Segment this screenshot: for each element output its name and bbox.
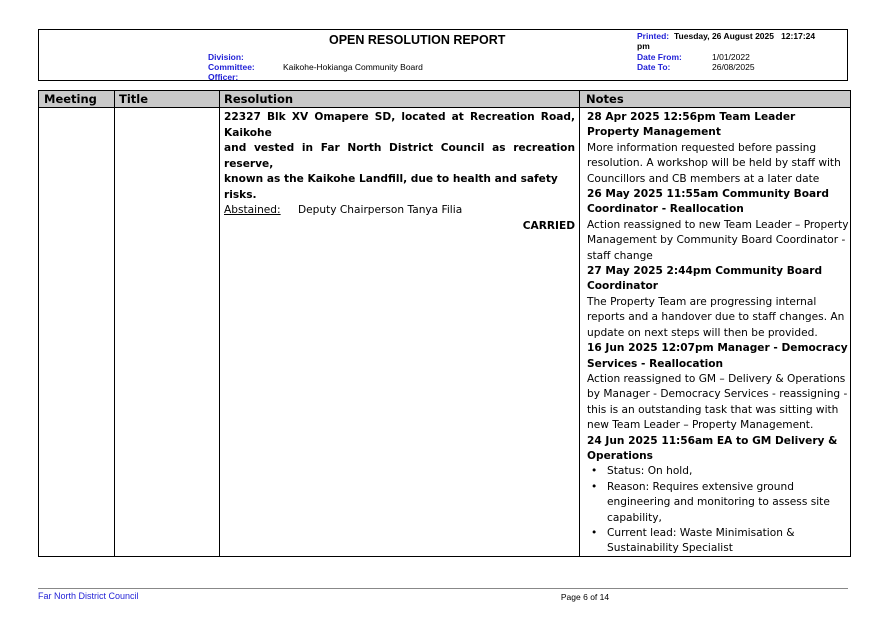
resolution-cell: [224, 110, 575, 234]
footer-organisation: Far North District Council: [38, 591, 139, 601]
abstained-value: Deputy Chairperson Tanya Filia: [298, 204, 463, 216]
resolution-line: and vested in Far North District Council as recreation reserve,: [224, 142, 575, 170]
date-from-label: Date From:: [637, 52, 682, 62]
date-from-value: 1/01/2022: [712, 52, 750, 62]
resolution-table: [38, 90, 851, 557]
date-to-value: 26/08/2025: [712, 62, 755, 72]
note-body: More information requested before passing resolution. A workshop will be held by staff with Councillors and CB members at a later date: [587, 141, 841, 185]
note-body: Action reassigned to GM – Delivery & Operations by Manager - Democracy Services - reassigning - this is an outstanding task that was sitting with new Team Leader – Property Management.: [587, 372, 848, 432]
resolution-line: 22327 Blk XV Omapere SD, located at Recreation Road, Kaikohe: [224, 111, 575, 139]
note-heading: 24 Jun 2025 11:56am EA to GM Delivery & Operations: [587, 434, 838, 462]
officer-label: Officer:: [208, 72, 239, 82]
report-title: OPEN RESOLUTION REPORT: [329, 33, 506, 47]
note-heading: 28 Apr 2025 12:56pm Team Leader Property Management: [587, 111, 796, 139]
note-bullet: • Current lead: Waste Minimisation & Sustainability Specialist: [587, 526, 849, 557]
note-bullet-list: [587, 464, 849, 556]
page-number: Page 6 of 14: [560, 592, 610, 602]
abstained-row: [224, 203, 575, 219]
note-heading: 27 May 2025 2:44pm Community Board Coordinator: [587, 265, 823, 293]
date-to-label: Date To:: [637, 62, 671, 72]
resolution-line: known as the Kaikohe Landfill, due to health and safety risks.: [224, 173, 558, 201]
note-heading: 16 Jun 2025 12:07pm Manager - Democracy Services - Reallocation: [587, 342, 848, 370]
column-divider: [114, 91, 115, 556]
printed-suffix: pm: [637, 41, 650, 51]
column-header-title: Title: [119, 92, 149, 106]
column-divider: [579, 91, 580, 556]
abstained-label: Abstained:: [224, 204, 281, 216]
printed-value: Tuesday, 26 August 2025 12:17:24: [674, 31, 816, 41]
note-body: Action reassigned to new Team Leader – Property Management by Community Board Coordinator - staff change: [587, 218, 849, 262]
note-bullet: • Status: On hold,: [587, 464, 849, 479]
committee-value: Kaikohe-Hokianga Community Board: [283, 62, 423, 72]
division-label: Division:: [208, 52, 244, 62]
committee-label: Committee:: [208, 62, 255, 72]
report-header: [38, 29, 848, 81]
note-bullet: • Reason: Requires extensive ground engineering and monitoring to assess site capability,: [587, 480, 849, 526]
notes-cell: [587, 110, 849, 557]
column-header-resolution: Resolution: [224, 92, 294, 106]
table-header: [39, 91, 850, 108]
note-heading: 26 May 2025 11:55am Community Board Coordinator - Reallocation: [587, 188, 829, 216]
column-divider: [219, 91, 220, 556]
resolution-text: [224, 110, 575, 203]
footer-divider: [38, 588, 848, 589]
column-header-meeting: Meeting: [44, 92, 97, 106]
column-header-notes: Notes: [586, 92, 624, 106]
printed-label: Printed:: [637, 31, 670, 41]
resolution-status: CARRIED: [522, 219, 575, 232]
note-body: The Property Team are progressing internal reports and a handover due to staff changes. An update on next steps will then be provided.: [587, 295, 845, 339]
